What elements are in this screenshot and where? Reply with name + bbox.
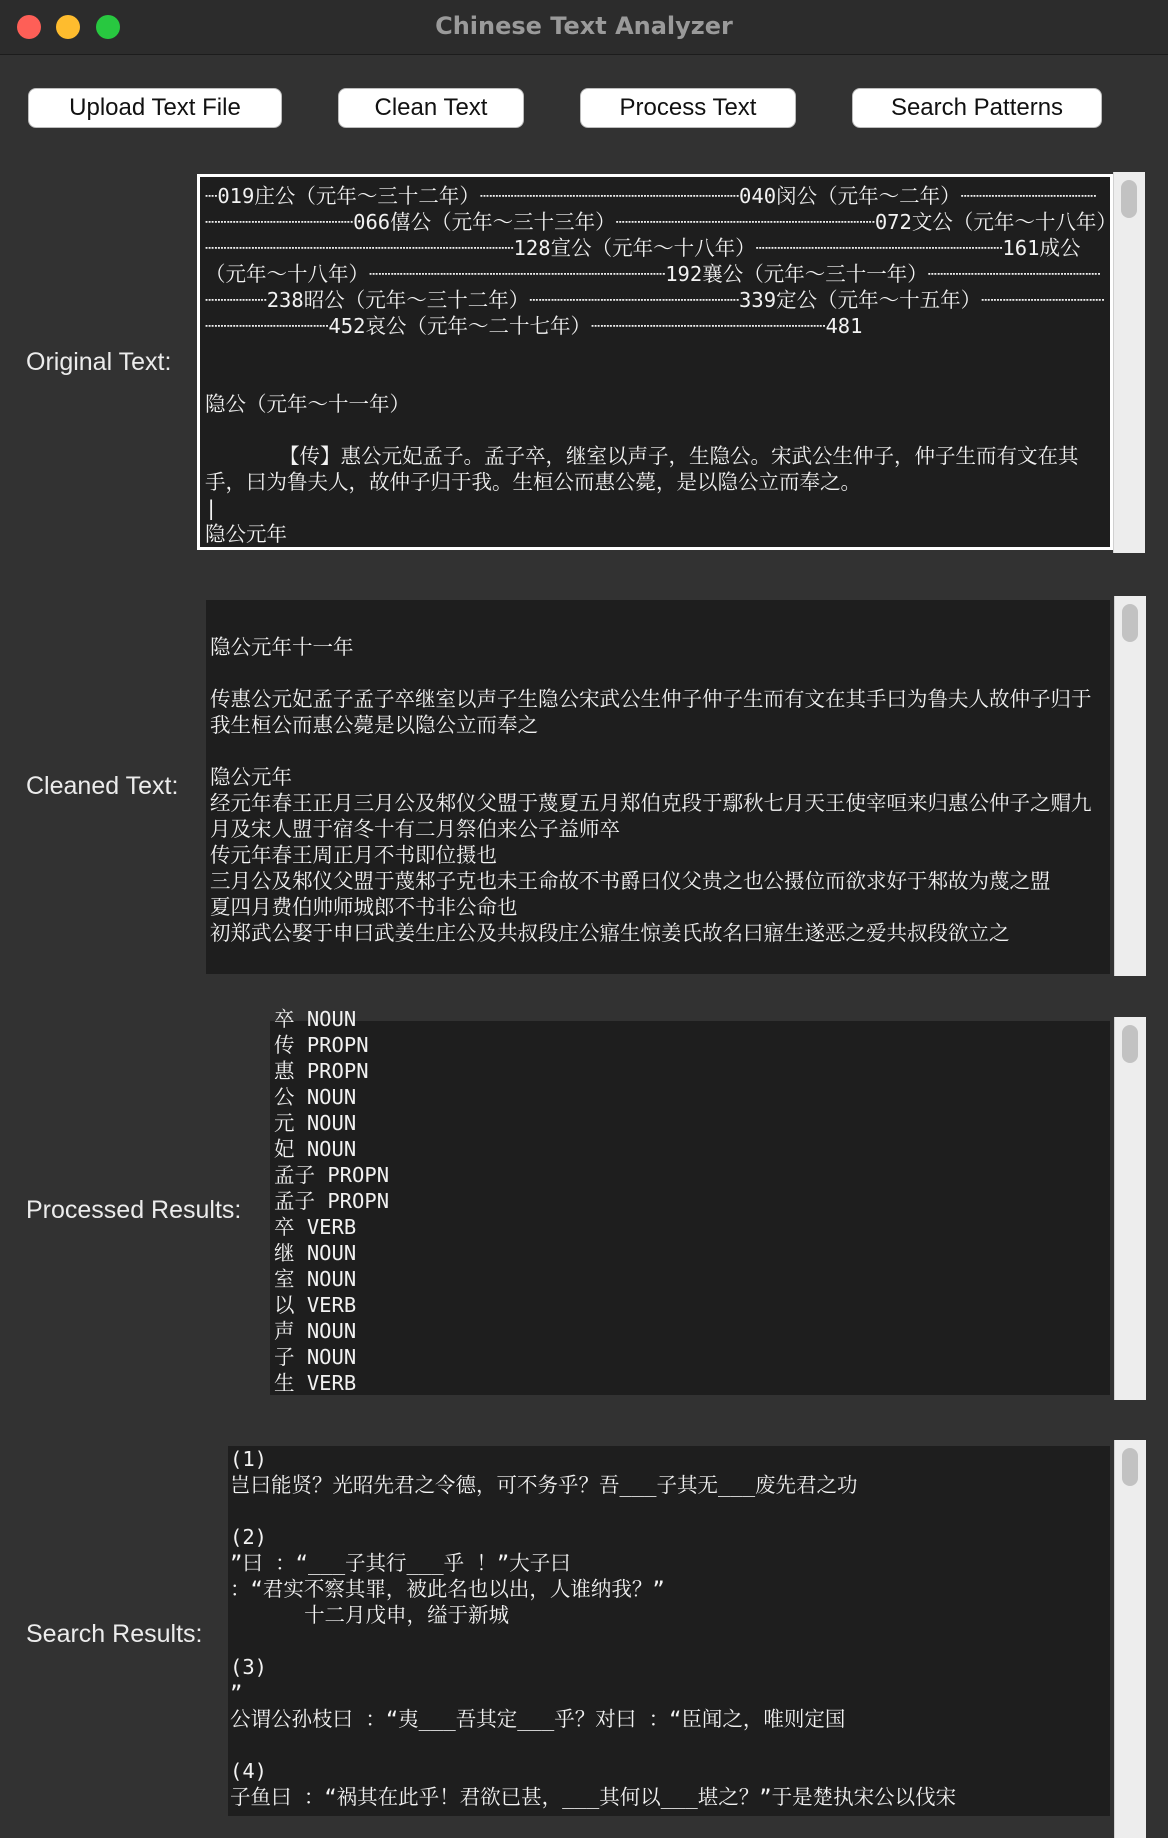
processed-results-scroll-thumb[interactable] xyxy=(1122,1025,1138,1063)
cleaned-text-label: Cleaned Text: xyxy=(26,772,179,800)
title-bar xyxy=(0,0,1168,55)
search-results-label: Search Results: xyxy=(26,1620,203,1648)
search-results-scroll-thumb[interactable] xyxy=(1122,1448,1138,1486)
window-title: Chinese Text Analyzer xyxy=(435,12,733,40)
cleaned-text-scrollbar[interactable] xyxy=(1114,596,1146,976)
clean-text-button[interactable]: Clean Text xyxy=(338,88,524,128)
original-text-scrollbar[interactable] xyxy=(1113,172,1145,553)
cleaned-text-scroll-thumb[interactable] xyxy=(1122,604,1138,642)
processed-results-label: Processed Results: xyxy=(26,1196,242,1224)
cleaned-text-area[interactable] xyxy=(206,600,1110,974)
process-text-button[interactable]: Process Text xyxy=(580,88,796,128)
upload-text-file-button[interactable]: Upload Text File xyxy=(28,88,282,128)
original-text-label: Original Text: xyxy=(26,348,172,376)
search-results-area[interactable] xyxy=(228,1446,1110,1816)
search-results-scrollbar[interactable] xyxy=(1114,1440,1146,1838)
original-text-content: ┈019庄公（元年～三十二年）┈┈┈┈┈┈┈┈┈┈┈┈┈┈┈┈┈┈┈┈┈040闵公（元年～二年）┈┈┈┈┈┈┈┈┈┈┈┈┈┈┈┈┈┈┈┈┈┈┈066僖公（元年～三十三年）┈┈┈┈┈┈┈┈┈┈┈┈┈┈┈┈┈┈┈┈┈072文公（元年～十八年）┈┈┈┈┈┈┈┈┈┈┈┈┈┈┈┈┈┈┈┈┈┈┈┈┈128宣公（元年～十八年）┈┈┈┈┈┈┈┈┈┈┈┈┈┈┈┈┈┈┈┈161成公（元年～十八年）┈┈┈┈┈┈┈┈┈┈┈┈┈┈┈┈┈┈┈┈┈┈┈┈192襄公（元年～三十一年）┈┈┈┈┈┈┈┈┈┈┈┈┈┈┈┈┈┈┈238昭公（元年～三十二年）┈┈┈┈┈┈┈┈┈┈┈┈┈┈┈┈┈339定公（元年～十五年）┈┈┈┈┈┈┈┈┈┈┈┈┈┈┈┈┈┈┈┈452哀公（元年～二十七年）┈┈┈┈┈┈┈┈┈┈┈┈┈┈┈┈┈┈┈481 隐公（元年～十一年） 【传】惠公元妃孟子。孟子卒，继室以声子，生隐公。宋武公生仲子，仲子生而有文在其手，曰为鲁夫人，故仲子归于我。生桓公而惠公薨，是以隐公立而奉之。 | 隐公元年 xyxy=(205,184,1107,546)
cleaned-text-content: 隐公元年十一年 传惠公元妃孟子孟子卒继室以声子生隐公宋武公生仲子仲子生而有文在其手曰为鲁夫人故仲子归于我生桓公而惠公薨是以隐公立而奉之 隐公元年 经元年春王正月三月公及邾仪父盟于蔑夏五月郑伯克段于鄢秋七月天王使宰咺来归惠公仲子之赗九月及宋人盟于宿冬十有二月祭伯来公子益师卒 传元年春王周正月不书即位摄也 三月公及邾仪父盟于蔑邾子克也未王命故不书爵曰仪父贵之也公摄位而欲求好于邾故为蔑之盟 夏四月费伯帅师城郎不书非公命也 初郑武公娶于申曰武姜生庄公及共叔段庄公寤生惊姜氏故名曰寤生遂恶之爱共叔段欲立之 xyxy=(210,635,1092,945)
original-text-scroll-thumb[interactable] xyxy=(1121,180,1137,218)
search-results-content: (1) 岂曰能贤？光昭先君之令德，可不务乎？吾___子其无___废先君之功 (2) ”曰 ：“___子其行___乎 ！”大子曰 ：“君实不察其罪，被此名也以出，人谁纳我？” 十二月戊申，缢于新城 (3) ” 公谓公孙枝曰 ：“夷___吾其定___乎？对曰 ：“臣闻之，唯则定国 (4) 子鱼曰 ：“祸其在此乎！君欲已甚，___其何以___堪之？”于是楚执宋公以伐宋 xyxy=(230,1447,957,1809)
original-text-area[interactable] xyxy=(197,174,1113,550)
processed-results-content: 卒 NOUN 传 PROPN 惠 PROPN 公 NOUN 元 NOUN 妃 NOUN 孟子 PROPN 孟子 PROPN 卒 VERB 继 NOUN 室 NOUN 以 VERB 声 NOUN 子 NOUN 生 VERB xyxy=(274,1007,390,1395)
search-patterns-button[interactable]: Search Patterns xyxy=(852,88,1102,128)
processed-results-scrollbar[interactable] xyxy=(1114,1017,1146,1400)
processed-results-area[interactable] xyxy=(270,1007,1110,1395)
